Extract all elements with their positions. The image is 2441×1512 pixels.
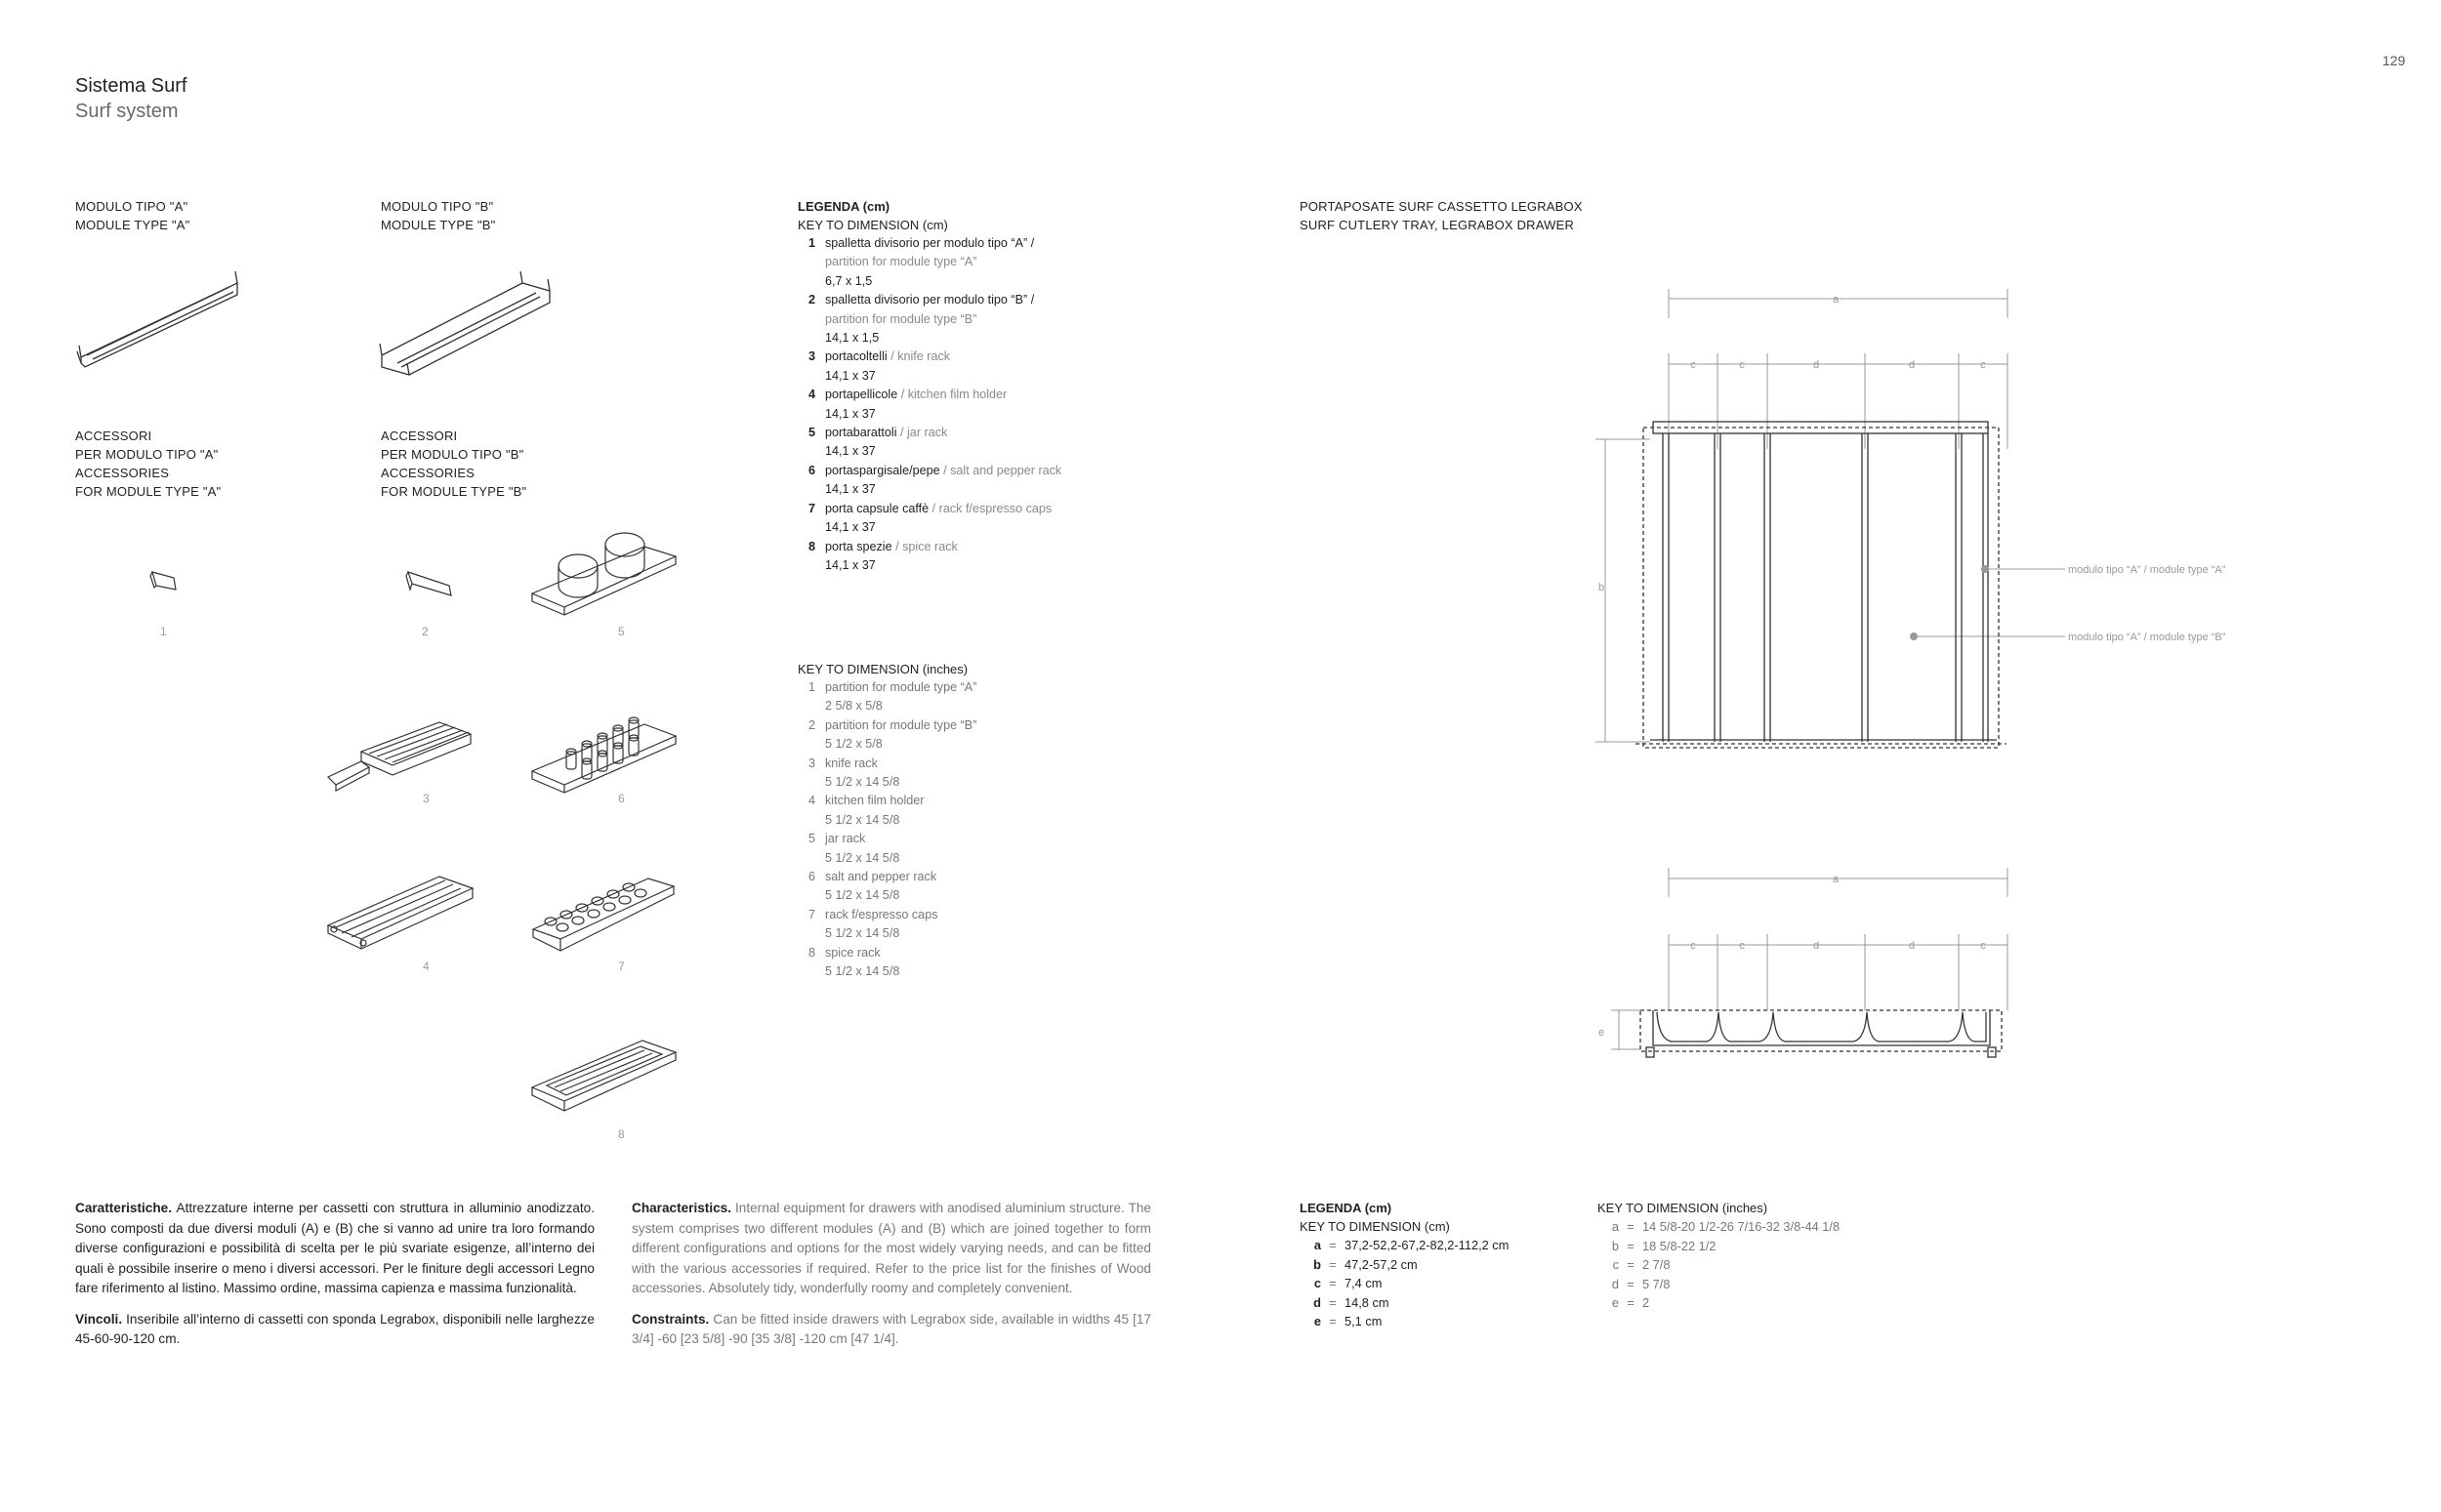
caption-4: 4 [423,960,430,973]
cutlery-plan-drawing [1582,283,2255,771]
legend-inches [798,660,1227,982]
legend-num: 5 [807,426,815,440]
legend2-value: 14,8 cm [1345,1294,1389,1310]
legend-inches-title: KEY TO DIMENSION (inches) [798,662,969,676]
legend-item-it: portacoltelli [825,349,888,364]
legend-item-size: 5 1/2 x 14 5/8 [825,888,900,903]
legend-num: 6 [807,870,815,884]
legend-num: 2 [807,717,815,732]
accessory-1-drawing [146,566,186,595]
legend2-key: d [1611,1276,1619,1291]
dim-b-label: b [1597,582,1605,593]
legend-num: 4 [807,388,815,402]
legend-item-size: 5 1/2 x 14 5/8 [825,964,900,979]
legend-item-it: porta capsule caffè [825,501,930,515]
legend2-value: 14 5/8-20 1/2-26 7/16-32 3/8-44 1/8 [1642,1219,1841,1234]
accessory-2-drawing [400,566,459,601]
legend-item-it: portapellicole [825,388,898,402]
legend-num: 7 [807,501,815,515]
legend-item-en: / spice rack [891,539,958,553]
legend2-inches: KEY TO DIMENSION (inches) a = 14 5/8-20 1/2-26 7/16-32 3/8-44 1/8 b = 18 5/8-22 1/2 c = 2 7/8 d = 5 7/8 e = 2 [1597,1199,1988,1313]
legend2-value: 18 5/8-22 1/2 [1642,1238,1717,1253]
legend-num: 4 [807,794,815,808]
cutlery-section-drawing [1582,854,2041,1079]
legend-item-it: portabarattoli [825,426,897,440]
legend2-value: 37,2-52,2-67,2-82,2-112,2 cm [1345,1238,1510,1252]
legend-item-size: 5 1/2 x 14 5/8 [825,812,900,827]
accessory-5-drawing [527,517,683,625]
legend-item-size: 14,1 x 37 [825,520,876,535]
module-b-label [381,197,495,234]
legend-item-it: portaspargisale/pepe [825,463,940,477]
characteristics-heading-en: Characteristics. [632,1201,732,1215]
legend-item-en: / kitchen film holder [897,388,1008,402]
dim-c-label: c [1980,940,1986,952]
dim-a-label: a [1832,294,1840,306]
legend-item-en: / salt and pepper rack [939,463,1062,477]
accessories-a-label [75,427,221,501]
caption-8: 8 [618,1127,625,1141]
page-subtitle: Surf system [75,101,179,122]
legend2-key: b [1313,1256,1321,1272]
accessories-b-line2: PER MODULO TIPO "B" [381,447,524,462]
legend-item-size: 14,1 x 37 [825,557,876,572]
caption-6: 6 [618,792,625,805]
legend-cm [798,197,1227,575]
accessory-7-drawing [527,859,683,966]
legend-item-size: 5 1/2 x 14 5/8 [825,775,900,790]
characteristics-body-it: Attrezzature interne per cassetti con struttura in alluminio anodizzato. Sono composti da due diversi moduli (A) e (B) che si vanno ad unire tra loro formando diverse configurazioni e possibilità di scelta per le più svariate esigenze, all’interno dei quali è possibile inserire o meno i diversi accessori. Per le finiture degli accessori Legno fare riferimento al listino. Massimo ordine, massima capienza e massima funzionalità. [75,1201,595,1295]
legend-item-it: spalletta divisorio per modulo tipo “A” / [825,236,1035,250]
legend-item-en: partition for module type “B” [825,311,977,326]
dim-d-label: d [1908,940,1916,952]
legend-cm-subtitle: KEY TO DIMENSION (cm) [798,218,948,232]
legend-num: 6 [807,463,815,477]
accessory-4-drawing [322,859,478,966]
accessories-a-line2: PER MODULO TIPO "A" [75,447,219,462]
accessory-3-drawing [322,693,478,800]
legend-item-size: 14,1 x 37 [825,444,876,459]
legend-num: 1 [807,236,815,250]
dim-c-label: c [1980,359,1986,371]
characteristics-body-en: Internal equipment for drawers with anodised aluminium structure. The system comprises two different modules (A) and (B) which are joined together to form different configurations and options for the most widely varying needs, and can be fitted with the various accessories if required. Refer to the price list for the finishes of Wood accessories. Absolutely tidy, wonderfully roomy and completely convenient. [632,1201,1151,1295]
legend2-key: c [1612,1257,1619,1272]
text-italian [75,1199,595,1350]
legend2-key: a [1611,1219,1619,1234]
legend-item: spice rack [825,945,881,960]
legend2-cm-subtitle: KEY TO DIMENSION (cm) [1300,1219,1450,1234]
legend-item: kitchen film holder [825,794,925,808]
legend2-value: 2 7/8 [1642,1257,1671,1272]
module-b-label-it: MODULO TIPO "B" [381,199,494,214]
legend2-value: 47,2-57,2 cm [1345,1256,1418,1272]
legend-num: 8 [807,945,815,960]
legend-num: 8 [807,539,815,553]
legend-item-size: 5 1/2 x 5/8 [825,737,883,752]
legend-item: salt and pepper rack [825,870,937,884]
caption-3: 3 [423,792,430,805]
accessory-6-drawing [527,683,683,800]
legend-item-size: 2 5/8 x 5/8 [825,699,883,714]
module-a-drawing [73,262,244,379]
legend2-in-title: KEY TO DIMENSION (inches) [1597,1201,1768,1215]
accessory-8-drawing [527,1025,683,1132]
legend-num: 7 [807,907,815,921]
legend-item-it: spalletta divisorio per modulo tipo “B” / [825,293,1035,307]
dim-c-label: c [1690,940,1696,952]
note-module-b: modulo tipo “A” / module type “B” [2068,632,2226,643]
page-title: Sistema Surf [75,75,187,97]
legend2-cm: LEGENDA (cm) KEY TO DIMENSION (cm) a = 37,2-52,2-67,2-82,2-112,2 cm b = 47,2-57,2 cm c = 7,4 cm d = 14,8 cm e = 5,1 cm [1300,1199,1593,1331]
legend2-key: e [1611,1295,1619,1310]
constraints-heading-en: Constraints. [632,1311,710,1327]
legend-item: knife rack [825,756,878,770]
legend-item-size: 14,1 x 1,5 [825,331,880,346]
legend-cm-title: LEGENDA (cm) [798,199,890,214]
legend-item-size: 6,7 x 1,5 [825,273,873,288]
dim-a-label: a [1832,874,1840,885]
legend-item-it: porta spezie [825,539,892,553]
accessories-a-line1-en: ACCESSORIES [75,466,170,480]
accessories-a-line1: ACCESSORI [75,429,152,443]
legend2-value: 5,1 cm [1345,1314,1383,1328]
legend2-key: e [1313,1314,1321,1328]
legend-num: 3 [807,349,815,364]
dim-c-label: c [1739,940,1745,952]
page-number: 129 [2382,53,2406,68]
accessories-b-line2-en: FOR MODULE TYPE "B" [381,484,527,499]
dim-e-label: e [1597,1027,1605,1039]
legend-item-size: 5 1/2 x 14 5/8 [825,926,900,941]
legend2-value: 5 7/8 [1642,1276,1671,1291]
legend-num: 1 [807,680,815,694]
accessories-b-label [381,427,526,501]
legend-item-en: / jar rack [896,426,948,440]
legend2-value: 2 [1642,1295,1650,1310]
legend2-key: b [1611,1238,1619,1253]
text-english [632,1199,1151,1350]
dim-d-label: d [1812,359,1820,371]
legend-item-size: 14,1 x 37 [825,368,876,383]
accessories-b-line1-en: ACCESSORIES [381,466,476,480]
module-a-label-it: MODULO TIPO "A" [75,199,188,214]
legend-num: 3 [807,756,815,770]
accessories-a-line2-en: FOR MODULE TYPE "A" [75,484,222,499]
accessories-b-line1: ACCESSORI [381,429,458,443]
module-a-label-en: MODULE TYPE "A" [75,218,190,232]
dim-d-label: d [1908,359,1916,371]
characteristics-heading-it: Caratteristiche. [75,1201,172,1215]
caption-7: 7 [618,960,625,973]
dim-d-label: d [1812,940,1820,952]
caption-2: 2 [422,625,429,638]
constraints-body-it: Inseribile all’interno di cassetti con sponda Legrabox, disponibili nelle larghezze 45-60-90-120 cm. [75,1311,595,1346]
cutlery-label-it: PORTAPOSATE SURF CASSETTO LEGRABOX [1300,199,1583,214]
legend-item: rack f/espresso caps [825,907,938,921]
legend-num: 5 [807,832,815,846]
legend2-key: a [1313,1238,1321,1252]
legend-item-size: 14,1 x 37 [825,482,876,497]
cutlery-tray-label [1300,197,1583,234]
legend2-key: d [1313,1294,1321,1310]
legend2-key: c [1313,1276,1321,1290]
note-module-a: modulo tipo “A” / module type “A” [2068,564,2226,576]
legend-item: jar rack [825,832,866,846]
legend2-value: 7,4 cm [1345,1276,1383,1290]
legend-item: partition for module type “A” [825,680,977,694]
legend-item-size: 14,1 x 37 [825,406,876,421]
dim-c-label: c [1739,359,1745,371]
legend-item-size: 5 1/2 x 14 5/8 [825,850,900,865]
legend-item-en: / rack f/espresso caps [929,501,1053,515]
constraints-body-en: Can be fitted inside drawers with Legrabox side, available in widths 45 [17 3/4] -60 [23 5/8] -90 [35 3/8] -120 cm [47 1/4]. [632,1311,1151,1346]
cutlery-label-en: SURF CUTLERY TRAY, LEGRABOX DRAWER [1300,218,1575,232]
module-a-label [75,197,189,234]
module-b-drawing [376,262,557,379]
caption-5: 5 [618,625,625,638]
legend-item-en: partition for module type “A” [825,255,977,269]
caption-1: 1 [160,625,167,638]
legend-item: partition for module type “B” [825,717,977,732]
constraints-heading-it: Vincoli. [75,1311,123,1327]
dim-c-label: c [1690,359,1696,371]
legend2-cm-title: LEGENDA (cm) [1300,1201,1392,1215]
module-b-label-en: MODULE TYPE "B" [381,218,496,232]
legend-item-en: / knife rack [887,349,951,364]
legend-num: 2 [807,293,815,307]
